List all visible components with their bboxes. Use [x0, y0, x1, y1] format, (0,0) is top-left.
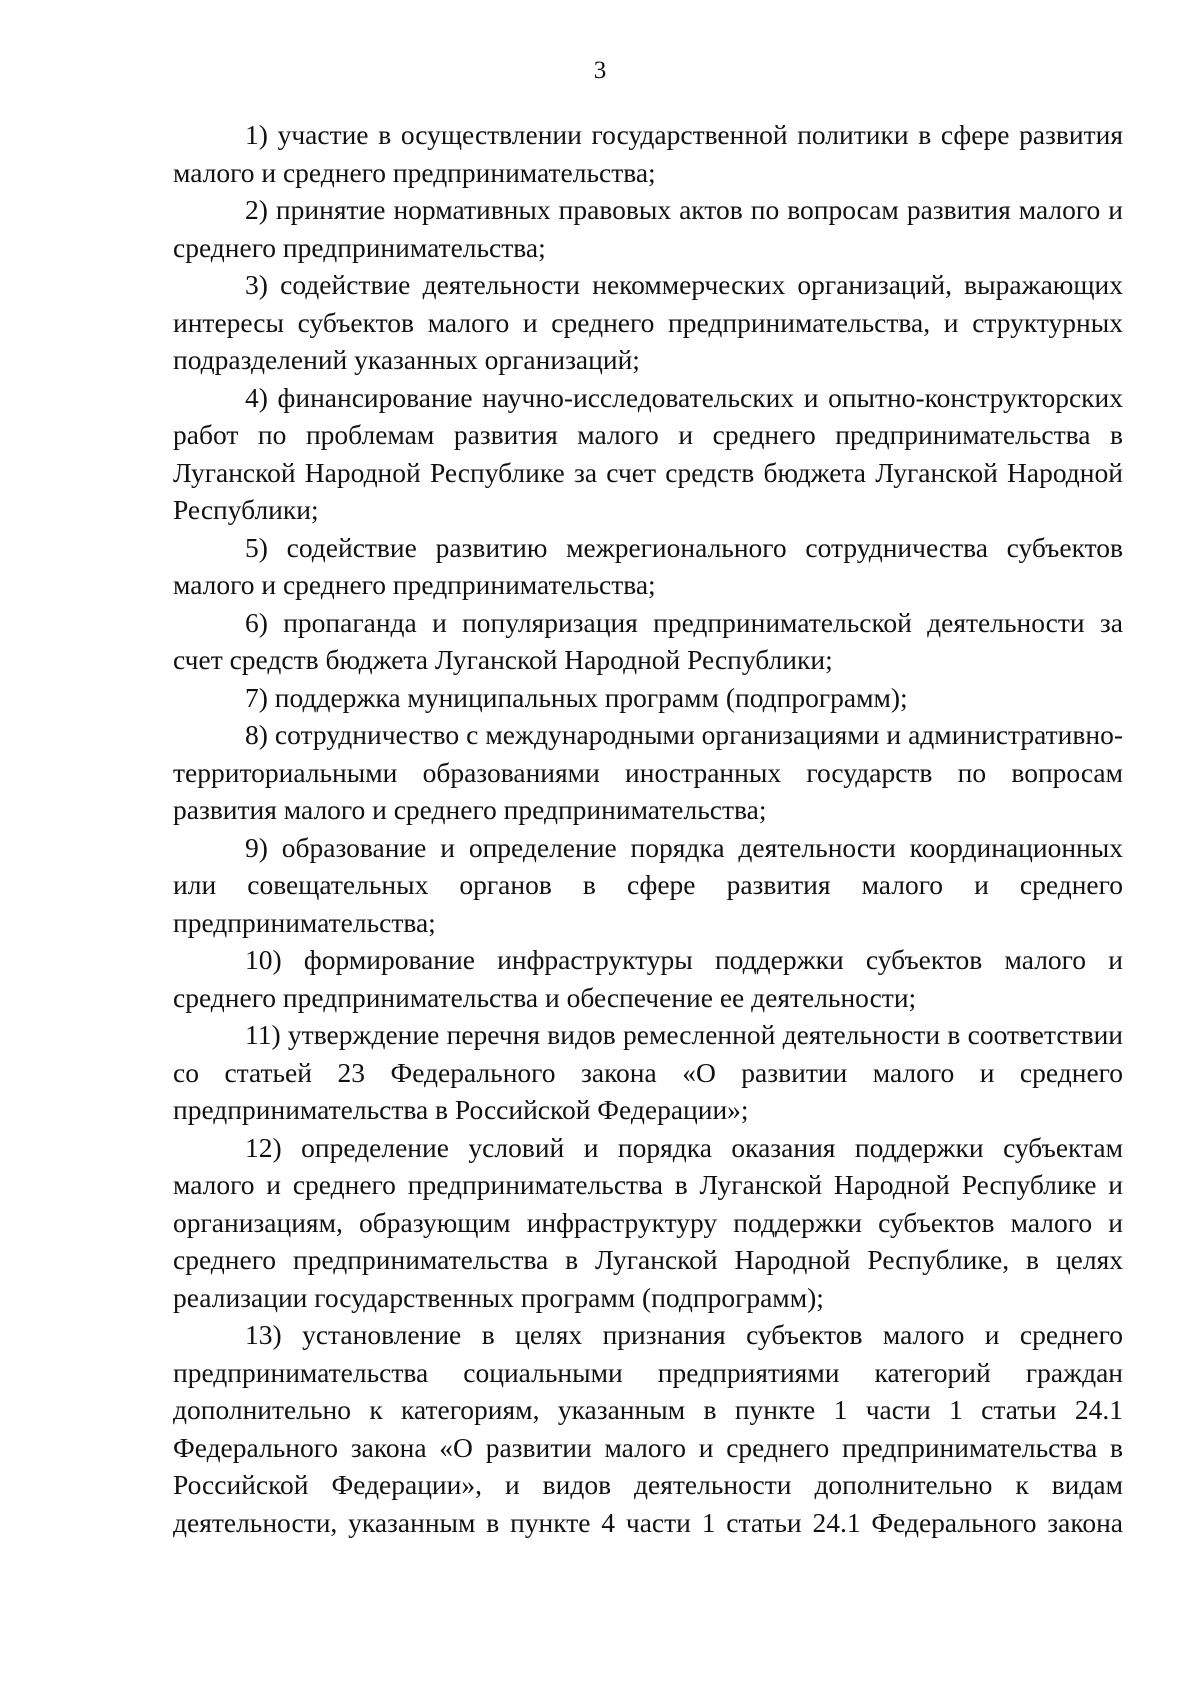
- list-item-13: 13) установление в целях признания субъектов малого и среднего предпринимательства социальными предприятиями категорий граждан дополнительно к категориям, указанным в пункте 1 части 1 статьи 24.1 Федерального закона «О развитии малого и среднего предпринимательства в Российской Федерации», и видов деятельности дополнительно к видам деятельности, указанным в пункте 4 части 1 статьи 24.1 Федерального закона: [173, 1319, 1123, 1538]
- list-item-10: 10) формирование инфраструктуры поддержки субъектов малого и среднего предпринимательства и обеспечение ее деятельности;: [173, 944, 1123, 1013]
- list-item-3: 3) содействие деятельности некоммерческих организаций, выражающих интересы субъектов малого и среднего предпринимательства, и структурных подразделений указанных организаций;: [173, 269, 1123, 375]
- page-number: 3: [593, 57, 607, 84]
- list-item-9: 9) образование и определение порядка деятельности координационных или совещательных органов в сфере развития малого и среднего предпринимательства;: [173, 831, 1123, 938]
- list-item-2: 2) принятие нормативных правовых актов по вопросам развития малого и среднего предпринимательства;: [173, 194, 1123, 263]
- list-item-12: 12) определение условий и порядка оказания поддержки субъектам малого и среднего предпринимательства в Луганской Народной Республике и организациям, образующим инфраструктуру поддержки субъектов малого и среднего предпринимательства в Луганской Народной Республике, в целях реализации государственных программ (подпрограмм);: [173, 1131, 1123, 1313]
- list-item-7: 7) поддержка муниципальных программ (подпрограмм);: [245, 681, 908, 713]
- list-item-8: 8) сотрудничество с международными организациями и административно-территориальными образованиями иностранных государств по вопросам развития малого и среднего предпринимательства;: [173, 719, 1123, 825]
- list-item-4: 4) финансирование научно-исследовательских и опытно-конструкторских работ по проблемам развития малого и среднего предпринимательства в Луганской Народной Республике за счет средств бюджета Луганской Народной Республики;: [173, 381, 1123, 525]
- list-item-5: 5) содействие развитию межрегионального сотрудничества субъектов малого и среднего предпринимательства;: [173, 531, 1123, 600]
- list-item-11: 11) утверждение перечня видов ремесленной деятельности в соответствии со статьей 23 Федерального закона «О развитии малого и среднего предпринимательства в Российской Федерации»;: [173, 1019, 1123, 1125]
- list-item-6: 6) пропаганда и популяризация предпринимательской деятельности за счет средств бюджета Луганской Народной Республики;: [173, 606, 1123, 675]
- document-body: [173, 116, 1123, 1541]
- list-item-1: 1) участие в осуществлении государственной политики в сфере развития малого и среднего предпринимательства;: [173, 119, 1123, 188]
